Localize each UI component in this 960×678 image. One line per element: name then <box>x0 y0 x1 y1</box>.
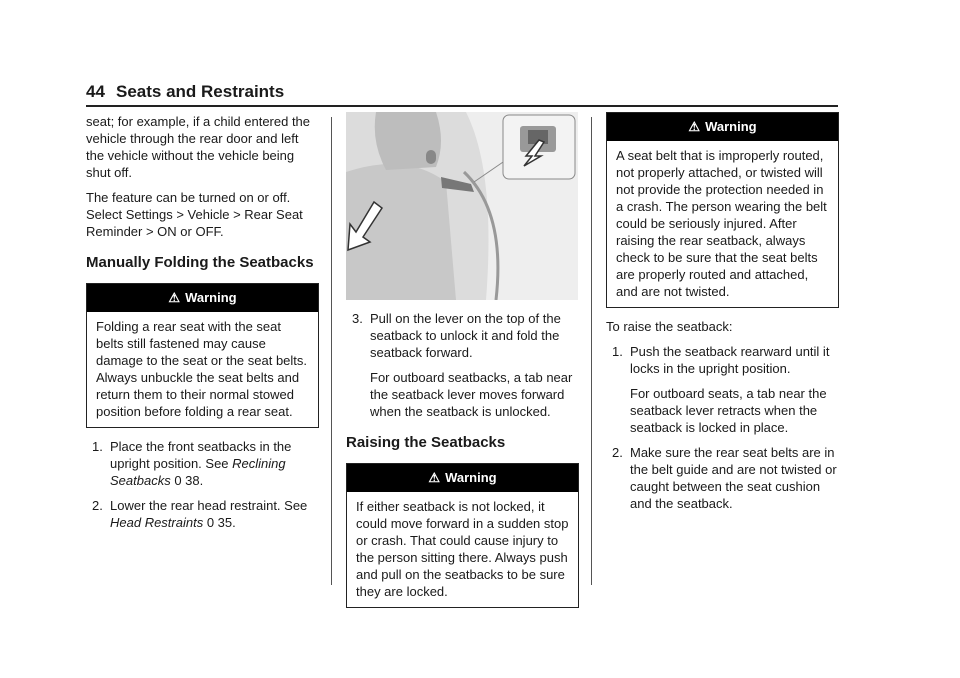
cross-reference-link[interactable]: Head Restraints <box>110 515 204 530</box>
header-rule <box>86 105 838 107</box>
warning-icon: ⚠ <box>688 119 701 134</box>
step-number: 1. <box>612 344 623 359</box>
warning-title: Warning <box>445 470 497 485</box>
list-item <box>86 438 319 489</box>
step-text: Place the front seatbacks in the upright position. See <box>110 439 292 471</box>
step-text: Make sure the rear seat belts are in the belt guide and are not twisted or caught between the seat cushion and the seatback. <box>630 445 837 511</box>
warning-icon: ⚠ <box>168 290 181 305</box>
paragraph: seat; for example, if a child entered the vehicle through the rear door and left the vehicle without the vehicle being shut off. <box>86 114 311 180</box>
list-item <box>346 310 579 361</box>
column-divider <box>591 117 592 585</box>
warning-text: Folding a rear seat with the seat belts still fastened may cause damage to the seat or the seat belts. Always unbuckle the seat belts and return them to their normal stowed position before folding a rear seat. <box>96 319 308 419</box>
step-number: 2. <box>92 498 103 513</box>
step-number: 3. <box>352 311 363 326</box>
step-number: 2. <box>612 445 623 460</box>
list-item <box>606 343 839 377</box>
seatback-lever-illustration <box>346 112 578 300</box>
list-item <box>606 444 839 512</box>
warning-box <box>86 283 319 428</box>
list-item <box>86 497 319 531</box>
warning-title: Warning <box>185 290 237 305</box>
step-note: For outboard seatbacks, a tab near the seatback lever moves forward when the seatback is unlocked. <box>370 370 573 419</box>
warning-header <box>347 464 578 492</box>
step-text: Pull on the lever on the top of the seatback to unlock it and fold the seatback forward. <box>370 311 561 360</box>
paragraph: The feature can be turned on or off. Select Settings > Vehicle > Rear Seat Reminder > ON or OFF. <box>86 190 303 239</box>
section-heading: Manually Folding the Seatbacks <box>86 254 314 271</box>
step-number: 1. <box>92 439 103 454</box>
paragraph: To raise the seatback: <box>606 319 733 334</box>
warning-header <box>87 284 318 312</box>
page-reference: 0 38. <box>174 473 204 488</box>
step-text: Push the seatback rearward until it locks in the upright position. <box>630 344 830 376</box>
column-1 <box>86 113 319 539</box>
page-number: 44 <box>86 82 105 101</box>
warning-box <box>346 463 579 608</box>
step-note: For outboard seats, a tab near the seatback lever retracts when the seatback is locked in place. <box>630 386 827 435</box>
warning-text: A seat belt that is improperly routed, not properly attached, or twisted will not provide the protection needed in a crash. The person wearing the belt could be seriously injured. After raising the rear seatback, always check to be sure that the seat belts are properly routed and attached, and are not twisted. <box>616 148 827 299</box>
warning-text: If either seatback is not locked, it could move forward in a sudden stop or crash. That could cause injury to the person sitting there. Always push and pull on the seatbacks to be sure they are locked. <box>356 499 569 599</box>
column-3 <box>606 112 839 520</box>
section-heading: Raising the Seatbacks <box>346 434 506 451</box>
column-divider <box>331 117 332 585</box>
column-2 <box>346 112 579 618</box>
warning-box <box>606 112 839 308</box>
page-header <box>86 82 838 106</box>
step-text: Lower the rear head restraint. See <box>110 498 308 513</box>
cross-reference-link[interactable]: Reclining Seatbacks <box>110 456 286 488</box>
warning-header <box>607 113 838 141</box>
seat-illustration-svg <box>346 112 578 300</box>
warning-title: Warning <box>705 119 757 134</box>
section-title: Seats and Restraints <box>116 82 285 101</box>
page-reference: 0 35. <box>206 515 236 530</box>
warning-icon: ⚠ <box>428 470 441 485</box>
